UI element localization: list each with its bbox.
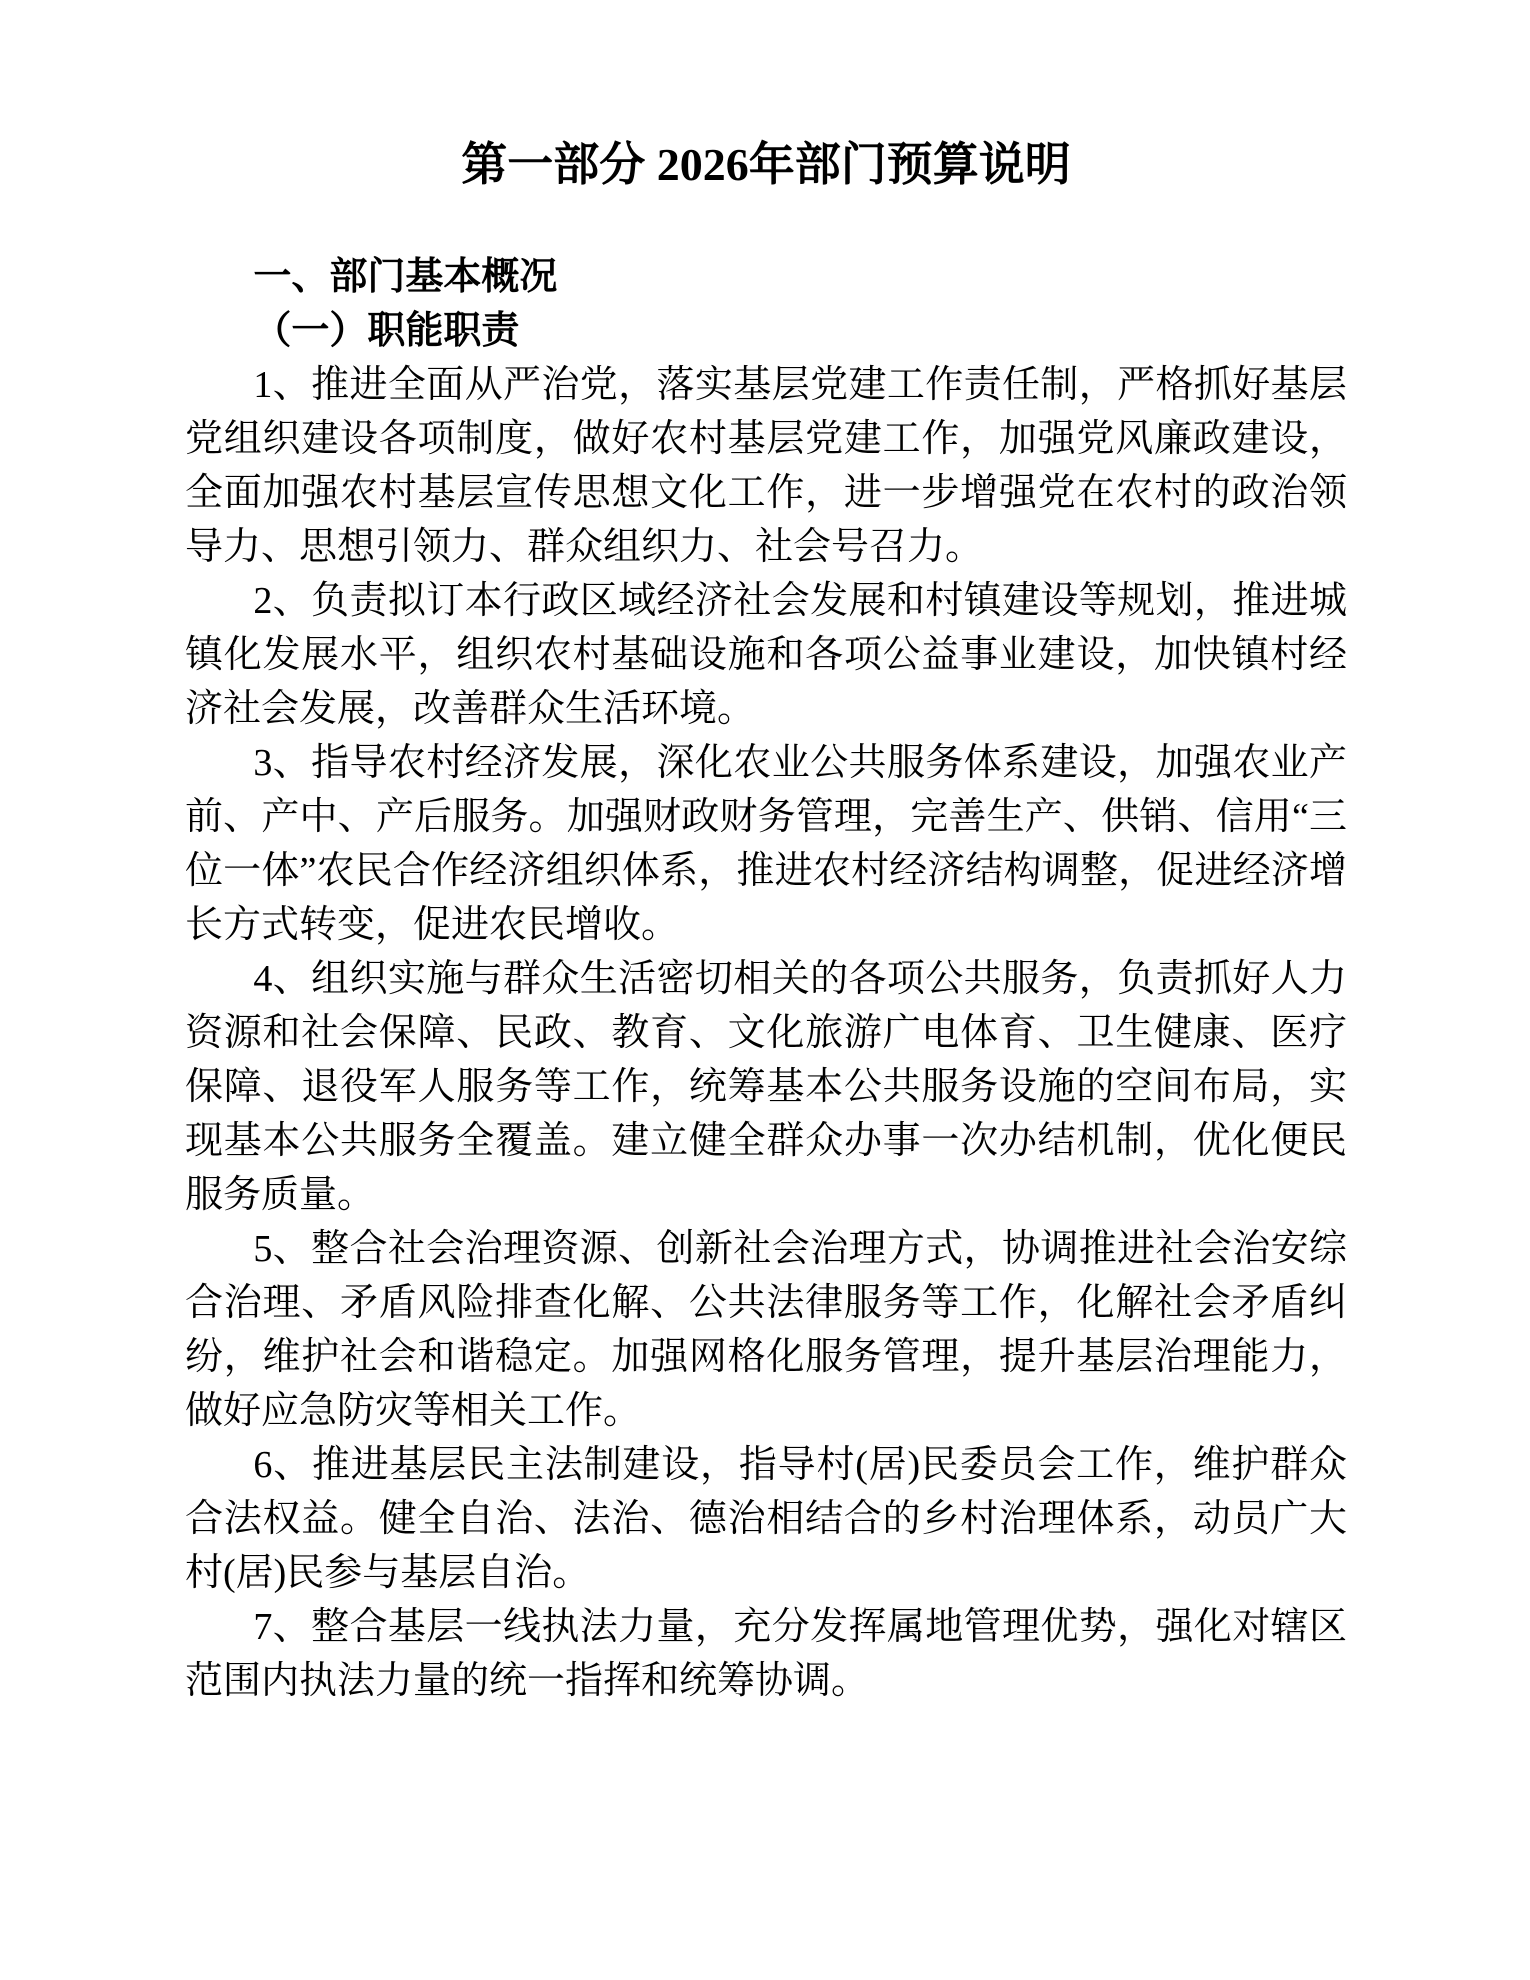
section-heading: 一、部门基本概况 xyxy=(253,256,558,298)
paragraph: 2、负责拟订本行政区域经济社会发展和村镇建设等规划，推进城镇化发展水平，组织农村基础设施和各项公益事业建设，加快镇村经济社会发展，改善群众生活环境。 xyxy=(185,580,1347,730)
paragraph: 4、组织实施与群众生活密切相关的各项公共服务，负责抓好人力资源和社会保障、民政、教育、文化旅游广电体育、卫生健康、医疗保障、退役军人服务等工作，统筹基本公共服务设施的空间布局，实现基本公共服务全覆盖。建立健全群众办事一次办结机制，优化便民服务质量。 xyxy=(185,958,1347,1216)
paragraph: 7、整合基层一线执法力量，充分发挥属地管理优势，强化对辖区范围内执法力量的统一指挥和统筹协调。 xyxy=(185,1606,1347,1702)
subsection-heading: （一）职能职责 xyxy=(253,310,520,352)
paragraph: 6、推进基层民主法制建设，指导村(居)民委员会工作，维护群众合法权益。健全自治、法治、德治相结合的乡村治理体系，动员广大村(居)民参与基层自治。 xyxy=(185,1444,1347,1594)
paragraph: 3、指导农村经济发展，深化农业公共服务体系建设，加强农业产前、产中、产后服务。加强财政财务管理，完善生产、供销、信用“三位一体”农民合作经济组织体系，推进农村经济结构调整，促进经济增长方式转变，促进农民增收。 xyxy=(185,742,1347,946)
page-title: 第一部分 2026年部门预算说明 xyxy=(461,139,1071,190)
paragraph: 5、整合社会治理资源、创新社会治理方式，协调推进社会治安综合治理、矛盾风险排查化解、公共法律服务等工作，化解社会矛盾纠纷，维护社会和谐稳定。加强网格化服务管理，提升基层治理能力，做好应急防灾等相关工作。 xyxy=(185,1228,1347,1432)
paragraph: 1、推进全面从严治党，落实基层党建工作责任制，严格抓好基层党组织建设各项制度，做好农村基层党建工作，加强党风廉政建设，全面加强农村基层宣传思想文化工作，进一步增强党在农村的政治领导力、思想引领力、群众组织力、社会号召力。 xyxy=(185,364,1347,568)
